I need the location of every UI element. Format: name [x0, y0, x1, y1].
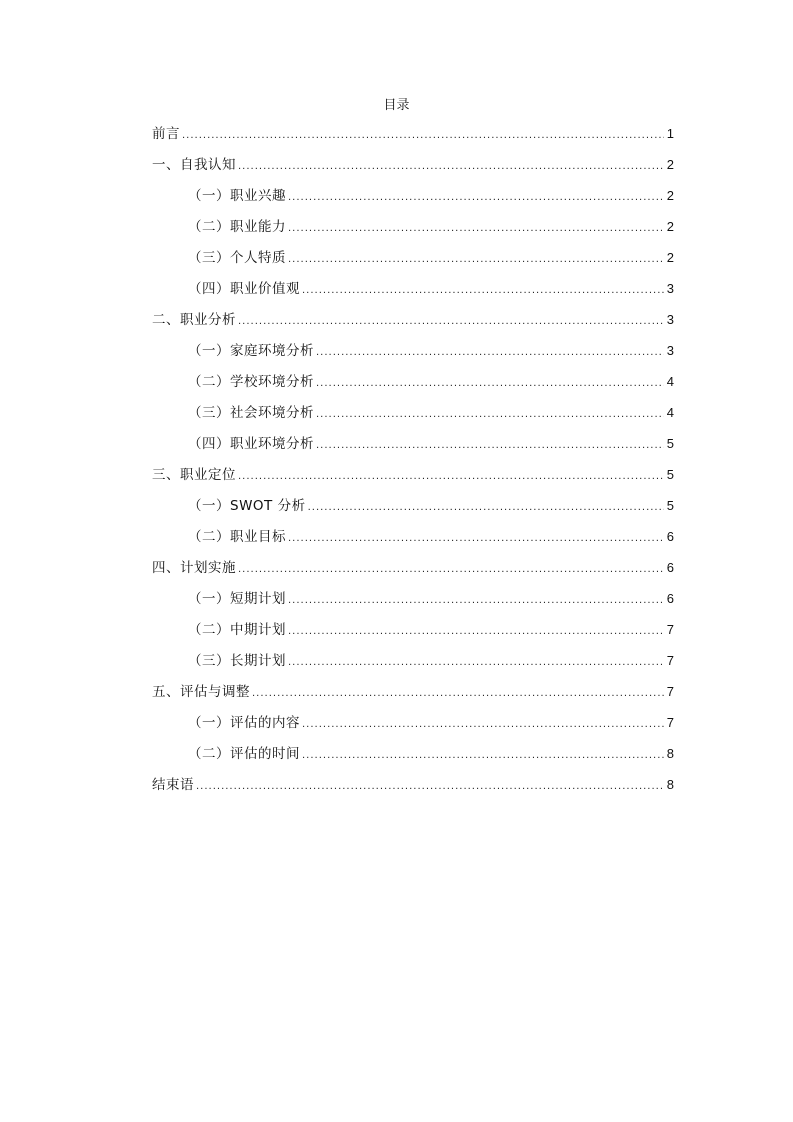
toc-entry-page: 3 — [666, 312, 674, 327]
toc-entry-page: 2 — [666, 250, 674, 265]
dot-leader — [238, 558, 664, 582]
toc-entry[interactable] — [152, 680, 674, 711]
dot-leader — [316, 403, 664, 427]
toc-entry-page: 1 — [666, 126, 674, 141]
dot-leader — [302, 744, 664, 768]
toc-entry-page: 7 — [666, 653, 674, 668]
dot-leader — [302, 713, 664, 737]
toc-entry-page: 7 — [666, 684, 674, 699]
dot-leader — [288, 620, 664, 644]
toc-entry[interactable] — [152, 339, 674, 370]
toc-entry-label: （二）中期计划 — [188, 622, 286, 638]
toc-entry[interactable] — [152, 215, 674, 246]
toc-entry[interactable] — [152, 432, 674, 463]
toc-entry-label: （二）学校环境分析 — [188, 374, 314, 390]
toc-entry-page: 6 — [666, 591, 674, 606]
toc-entry-label: 二、职业分析 — [152, 312, 236, 328]
toc-entry-page: 2 — [666, 188, 674, 203]
toc-entry-label: （一）家庭环境分析 — [188, 343, 314, 359]
toc-entry-page: 8 — [666, 746, 674, 761]
toc-entry-page: 3 — [666, 281, 674, 296]
table-of-contents — [152, 122, 674, 804]
toc-entry[interactable] — [152, 184, 674, 215]
toc-entry[interactable] — [152, 525, 674, 556]
toc-entry-page: 7 — [666, 715, 674, 730]
toc-entry-label: 五、评估与调整 — [152, 684, 250, 700]
toc-entry-page: 2 — [666, 219, 674, 234]
toc-entry[interactable] — [152, 556, 674, 587]
dot-leader — [308, 496, 664, 520]
toc-entry-label: （四）职业环境分析 — [188, 436, 314, 452]
toc-entry-page: 5 — [666, 467, 674, 482]
dot-leader — [182, 124, 664, 148]
dot-leader — [316, 372, 664, 396]
toc-entry[interactable] — [152, 246, 674, 277]
toc-entry-label: （二）职业目标 — [188, 529, 286, 545]
dot-leader — [316, 434, 664, 458]
dot-leader — [238, 465, 664, 489]
toc-entry[interactable] — [152, 649, 674, 680]
toc-entry-label: 一、自我认知 — [152, 157, 236, 173]
dot-leader — [238, 155, 664, 179]
toc-entry-label: （二）职业能力 — [188, 219, 286, 235]
toc-entry-page: 3 — [666, 343, 674, 358]
toc-entry-page: 8 — [666, 777, 674, 792]
dot-leader — [288, 651, 664, 675]
toc-entry-page: 5 — [666, 436, 674, 451]
toc-entry[interactable] — [152, 587, 674, 618]
toc-entry-page: 7 — [666, 622, 674, 637]
dot-leader — [288, 217, 664, 241]
toc-entry[interactable] — [152, 401, 674, 432]
toc-entry-label: 结束语 — [152, 777, 194, 793]
dot-leader — [302, 279, 664, 303]
toc-entry-label: （一）SWOT 分析 — [188, 498, 306, 514]
dot-leader — [288, 186, 664, 210]
toc-entry-label: （二）评估的时间 — [188, 746, 300, 762]
toc-entry[interactable] — [152, 711, 674, 742]
toc-entry[interactable] — [152, 463, 674, 494]
toc-entry-label: 前言 — [152, 126, 180, 142]
dot-leader — [288, 589, 664, 613]
toc-entry[interactable] — [152, 494, 674, 525]
toc-entry-label: 三、职业定位 — [152, 467, 236, 483]
toc-entry-label: （一）职业兴趣 — [188, 188, 286, 204]
dot-leader — [288, 248, 664, 272]
dot-leader — [316, 341, 664, 365]
dot-leader — [252, 682, 664, 706]
toc-entry-label: （三）长期计划 — [188, 653, 286, 669]
dot-leader — [238, 310, 664, 334]
toc-entry[interactable] — [152, 742, 674, 773]
toc-entry-label: （一）评估的内容 — [188, 715, 300, 731]
toc-entry[interactable] — [152, 122, 674, 153]
toc-entry[interactable] — [152, 370, 674, 401]
toc-entry-label: 四、计划实施 — [152, 560, 236, 576]
toc-entry[interactable] — [152, 277, 674, 308]
toc-title: 目录 — [383, 98, 410, 113]
toc-entry-label: （四）职业价值观 — [188, 281, 300, 297]
toc-entry-page: 4 — [666, 374, 674, 389]
dot-leader — [288, 527, 664, 551]
toc-entry-label: （一）短期计划 — [188, 591, 286, 607]
toc-entry-page: 4 — [666, 405, 674, 420]
toc-entry-page: 5 — [666, 498, 674, 513]
toc-entry-label: （三）个人特质 — [188, 250, 286, 266]
toc-entry[interactable] — [152, 308, 674, 339]
toc-entry-page: 2 — [666, 157, 674, 172]
toc-entry[interactable] — [152, 153, 674, 184]
toc-entry[interactable] — [152, 773, 674, 804]
toc-entry-page: 6 — [666, 529, 674, 544]
toc-entry-label: （三）社会环境分析 — [188, 405, 314, 421]
toc-entry-page: 6 — [666, 560, 674, 575]
toc-entry[interactable] — [152, 618, 674, 649]
dot-leader — [196, 775, 664, 799]
